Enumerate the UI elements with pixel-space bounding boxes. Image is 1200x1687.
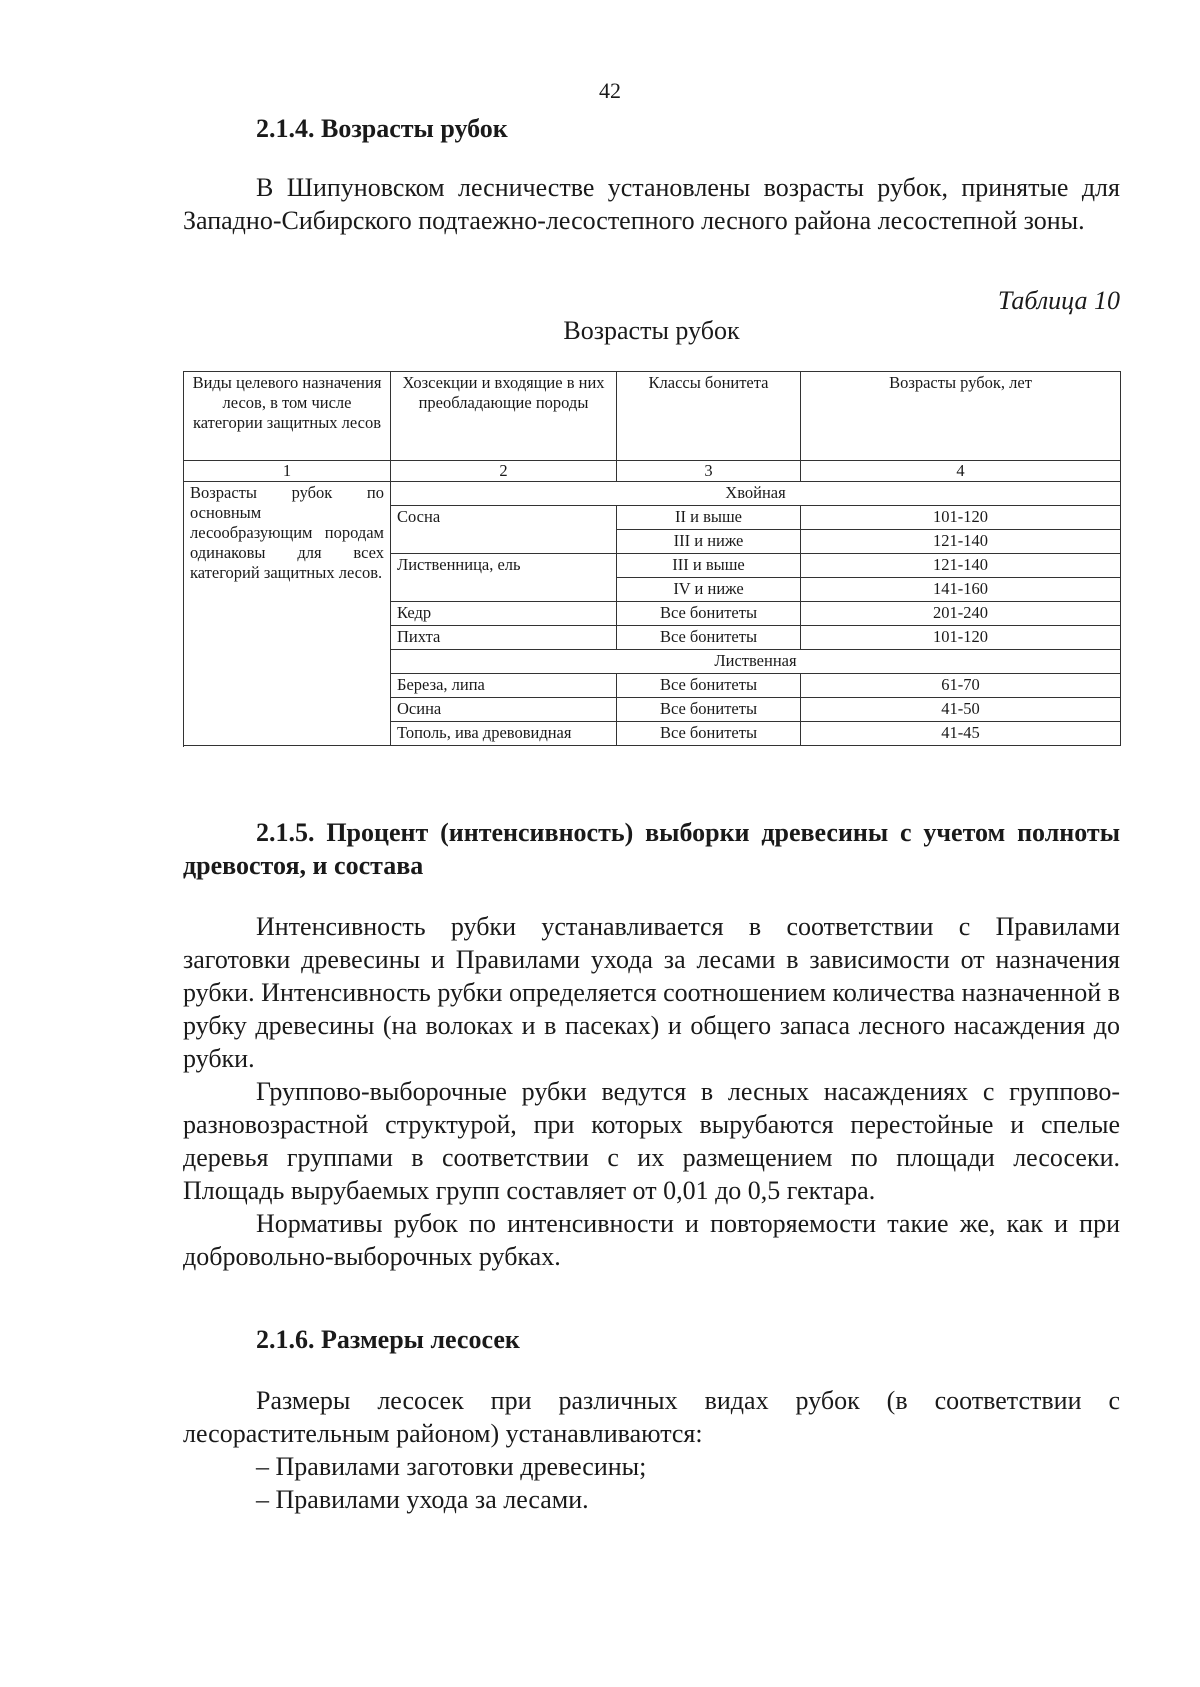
species-cell: Сосна (391, 506, 617, 554)
section-2-1-6-heading: 2.1.6. Размеры лесосек (256, 1325, 520, 1354)
section-2-1-5-heading (183, 816, 1120, 882)
species-cell: Тополь, ива древовидная (391, 722, 617, 746)
age-cell: 201-240 (801, 602, 1121, 626)
age-cell: 61-70 (801, 674, 1121, 698)
class-cell: IV и ниже (617, 578, 801, 602)
age-cell: 101-120 (801, 626, 1121, 650)
age-cell: 141-160 (801, 578, 1121, 602)
list-item: – Правилами ухода за лесами. (256, 1485, 589, 1514)
species-cell: Кедр (391, 602, 617, 626)
column-number: 1 (184, 461, 391, 482)
species-cell: Осина (391, 698, 617, 722)
cutting-ages-table (183, 371, 1121, 746)
class-cell: Все бонитеты (617, 626, 801, 650)
paragraph: Нормативы рубок по интенсивности и повторяемости такие же, как и при добровольно-выборочных рубках. (183, 1209, 1120, 1271)
section-2-1-5-heading-text: 2.1.5. Процент (интенсивность) выборки древесины с учетом полноты древостоя, и состава (183, 818, 1120, 880)
class-cell: III и выше (617, 554, 801, 578)
age-cell: 101-120 (801, 506, 1121, 530)
species-cell: Лиственница, ель (391, 554, 617, 602)
section-2-1-4-text (183, 171, 1120, 237)
header-cell: Хозсекции и входящие в них преобладающие породы (391, 372, 617, 461)
class-cell: Все бонитеты (617, 674, 801, 698)
paragraph: Группово-выборочные рубки ведутся в лесных насаждениях с группово-разновозрастной структурой, при которых вырубаются перестойные и спелые деревья группами в соответствии с их размещением по площади лесосеки. Площадь вырубаемых групп составляет от 0,01 до 0,5 гектара. (183, 1077, 1120, 1205)
column-number: 2 (391, 461, 617, 482)
column-number-row (184, 461, 1121, 482)
table-header-row (184, 372, 1121, 461)
species-cell: Пихта (391, 626, 617, 650)
class-cell: Все бонитеты (617, 602, 801, 626)
section-2-1-5-text (183, 910, 1120, 1273)
age-cell: 121-140 (801, 554, 1121, 578)
group-conifer: Хвойная (391, 482, 1121, 506)
list-item: – Правилами заготовки древесины; (256, 1452, 647, 1481)
header-cell: Классы бонитета (617, 372, 801, 461)
column-number: 3 (617, 461, 801, 482)
sizes-list (183, 1450, 646, 1516)
section-2-1-4-heading: 2.1.4. Возрасты рубок (256, 114, 508, 143)
table-title: Возрасты рубок (563, 316, 740, 345)
age-cell: 121-140 (801, 530, 1121, 554)
column-number: 4 (801, 461, 1121, 482)
age-cell: 41-45 (801, 722, 1121, 746)
class-cell: Все бонитеты (617, 722, 801, 746)
species-cell: Береза, липа (391, 674, 617, 698)
table-row (184, 482, 1121, 506)
page-number: 42 (599, 78, 621, 103)
paragraph: Размеры лесосек при различных видах рубок (в соответствии с лесорастительным районом) устанавливаются: (183, 1386, 1120, 1448)
paragraph: Интенсивность рубки устанавливается в соответствии с Правилами заготовки древесины и Правилами ухода за лесами в зависимости от назначения рубки. Интенсивность рубки определяется соотношением количества назначенной в рубку древесины (на волоках и в пасеках) и общего запаса лесного насаждения до рубки. (183, 912, 1120, 1073)
forest-category-cell: Возрасты рубок по основным лесообразующим породам одинаковы для всех категорий защитных лесов. (184, 482, 391, 746)
age-cell: 41-50 (801, 698, 1121, 722)
table-number: Таблица 10 (997, 286, 1120, 315)
section-2-1-6-text (183, 1384, 1120, 1450)
header-cell: Возрасты рубок, лет (801, 372, 1121, 461)
header-cell: Виды целевого назначения лесов, в том числе категории защитных лесов (184, 372, 391, 461)
group-deciduous: Лиственная (391, 650, 1121, 674)
class-cell: III и ниже (617, 530, 801, 554)
class-cell: Все бонитеты (617, 698, 801, 722)
class-cell: II и выше (617, 506, 801, 530)
paragraph: В Шипуновском лесничестве установлены возрасты рубок, принятые для Западно-Сибирского подтаежно-лесостепного лесного района лесостепной зоны. (183, 173, 1120, 235)
